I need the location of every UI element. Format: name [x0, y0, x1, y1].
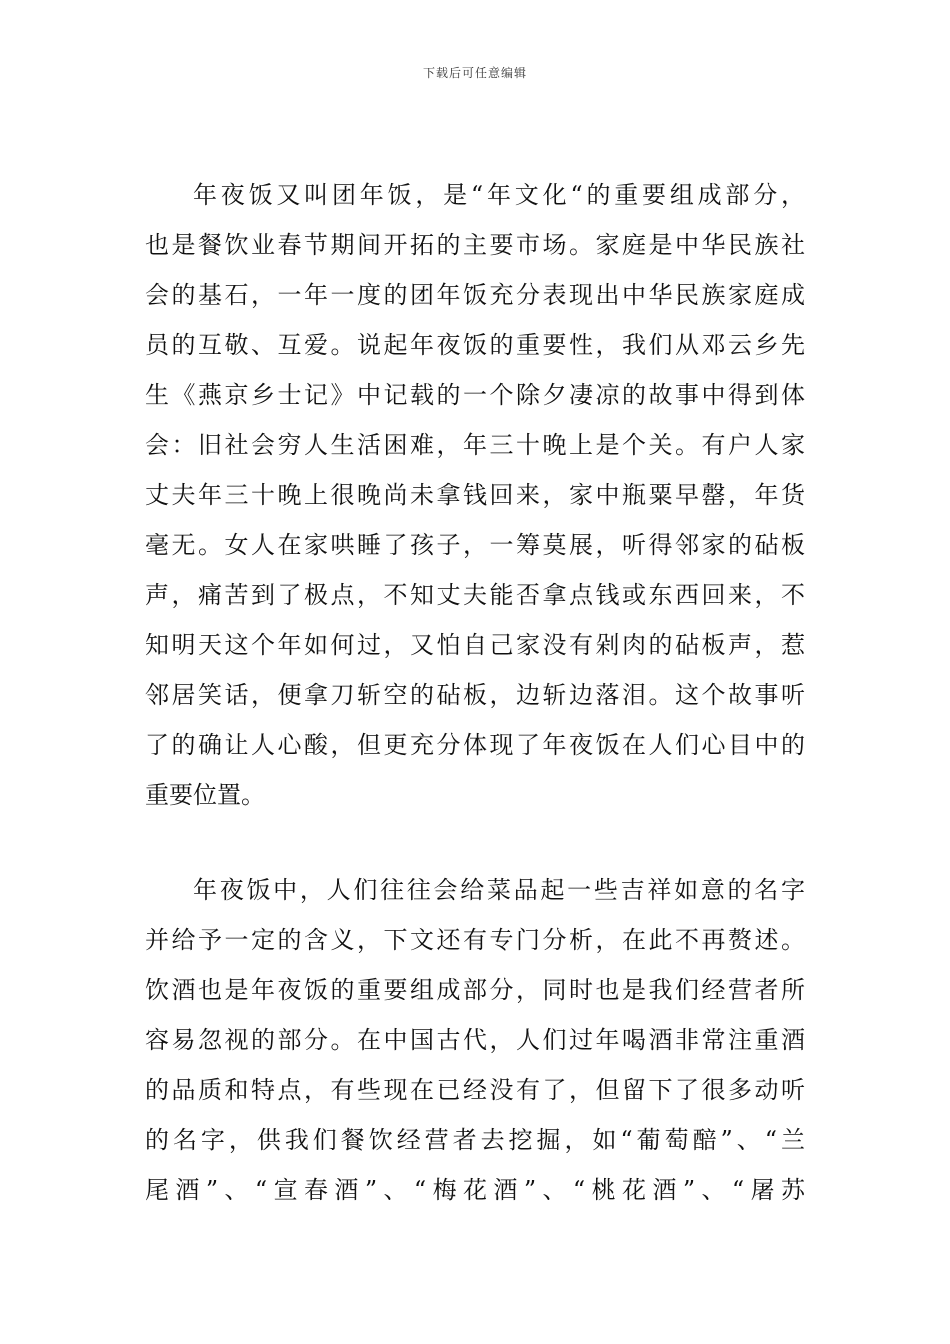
page-header: 下载后可任意编辑: [422, 66, 527, 80]
paragraph-text: [145, 170, 805, 820]
text-line: 的名字，供我们餐饮经营者去挖掘，如“葡萄醅”、“兰: [145, 1126, 805, 1154]
paragraph-1: [145, 170, 805, 820]
text-line: 饮酒也是年夜饭的重要组成部分，同时也是我们经营者所: [145, 976, 805, 1004]
text-line: 知明天这个年如何过，又怕自己家没有剁肉的砧板声，惹: [145, 631, 805, 659]
paragraph-text: [145, 865, 805, 1215]
text-line: 并给予一定的含义，下文还有专门分析，在此不再赘述。: [145, 926, 805, 954]
text-line: 重要位置。: [145, 781, 265, 809]
paragraph-2: [145, 865, 805, 1215]
text-line: 毫无。女人在家哄睡了孩子，一筹莫展，听得邻家的砧板: [145, 531, 805, 559]
text-line: 会的基石，一年一度的团年饭充分表现出中华民族家庭成: [145, 281, 805, 309]
text-line: 生《燕京乡士记》中记载的一个除夕凄凉的故事中得到体: [145, 381, 805, 409]
text-line: 年夜饭中，人们往往会给菜品起一些吉祥如意的名字: [193, 876, 805, 904]
text-line: 员的互敬、互爱。说起年夜饭的重要性，我们从邓云乡先: [145, 331, 805, 359]
text-line: 年夜饭又叫团年饭，是“年文化“的重要组成部分，: [193, 181, 805, 209]
text-line: 了的确让人心酸，但更充分体现了年夜饭在人们心目中的: [145, 731, 805, 759]
text-line: 的品质和特点，有些现在已经没有了，但留下了很多动听: [145, 1076, 805, 1104]
text-line: 也是餐饮业春节期间开拓的主要市场。家庭是中华民族社: [145, 231, 805, 259]
text-line: 尾酒”、“宣春酒”、“梅花酒”、“桃花酒”、“屠苏: [145, 1176, 805, 1204]
text-line: 丈夫年三十晚上很晚尚未拿钱回来，家中瓶粟早罄，年货: [145, 481, 805, 509]
text-line: 会：旧社会穷人生活困难，年三十晚上是个关。有户人家: [145, 431, 805, 459]
text-line: 邻居笑话，便拿刀斩空的砧板，边斩边落泪。这个故事听: [145, 681, 805, 709]
text-line: 声，痛苦到了极点，不知丈夫能否拿点钱或东西回来，不: [145, 581, 805, 609]
text-line: 容易忽视的部分。在中国古代，人们过年喝酒非常注重酒: [145, 1026, 805, 1054]
